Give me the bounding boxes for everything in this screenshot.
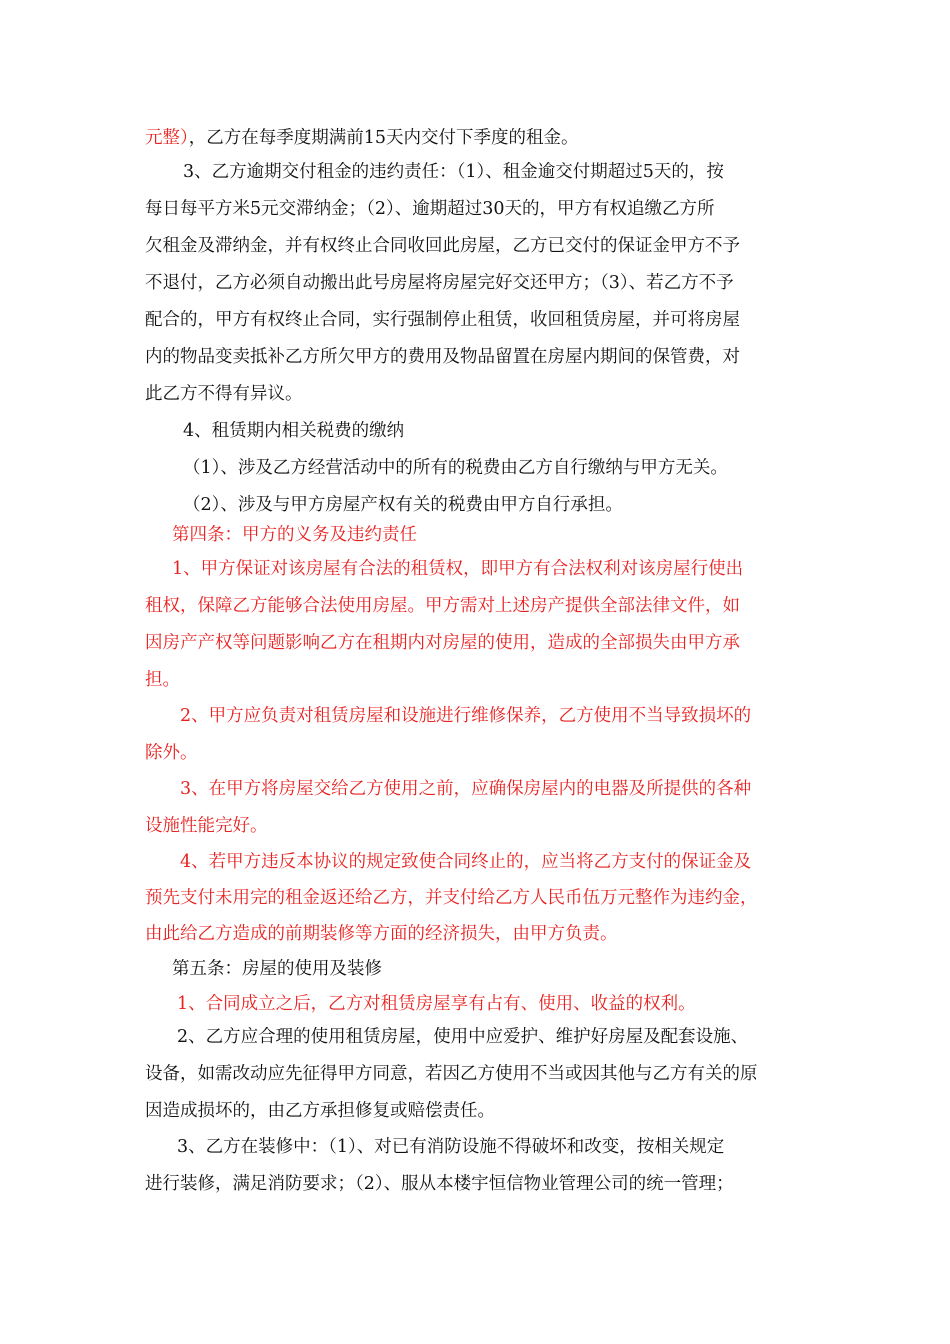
text-line <box>180 704 751 728</box>
text-segment: 第四条：甲方的义务及违约责任 <box>172 525 417 545</box>
text-line <box>145 382 303 406</box>
text-segment: 因房产产权等问题影响乙方在租期内对房屋的使用，造成的全部损失由甲方承 <box>145 633 740 653</box>
text-segment: 1、甲方保证对该房屋有合法的租赁权，即甲方有合法权利对该房屋行使出 <box>172 559 744 579</box>
text-line <box>145 886 758 910</box>
text-segment: 担。 <box>145 670 180 690</box>
text-segment: 欠租金及滞纳金，并有权终止合同收回此房屋，乙方已交付的保证金甲方不予 <box>145 236 740 256</box>
text-line <box>145 234 740 258</box>
text-segment: （1）、涉及乙方经营活动中的所有的税费由乙方自行缴纳与甲方无关。 <box>183 458 728 478</box>
text-line <box>145 126 579 150</box>
text-segment: 设备，如需改动应先征得甲方同意，若因乙方使用不当或因其他与乙方有关的原 <box>145 1064 758 1084</box>
text-segment: 此乙方不得有异议。 <box>145 384 303 404</box>
text-segment: 因造成损坏的，由乙方承担修复或赔偿责任。 <box>145 1101 495 1121</box>
text-line <box>183 419 404 443</box>
text-segment: 除外。 <box>145 743 198 763</box>
text-segment: （2）、涉及与甲方房屋产权有关的税费由甲方自行承担。 <box>183 495 623 515</box>
text-line <box>145 814 268 838</box>
text-segment: 4、租赁期内相关税费的缴纳 <box>183 421 405 441</box>
text-line <box>177 992 696 1016</box>
text-line <box>145 1062 758 1086</box>
text-segment: 3、乙方逾期交付租金的违约责任：（1）、租金逾交付期超过5天的，按 <box>183 162 724 182</box>
text-segment: 3、在甲方将房屋交给乙方使用之前，应确保房屋内的电器及所提供的各种 <box>180 779 752 799</box>
text-line <box>145 741 198 765</box>
text-segment: 租权，保障乙方能够合法使用房屋。甲方需对上述房产提供全部法律文件，如 <box>145 596 740 616</box>
text-line <box>180 777 751 801</box>
text-segment: 配合的，甲方有权终止合同，实行强制停止租赁，收回租赁房屋，并可将房屋 <box>145 310 740 330</box>
text-line <box>145 1172 734 1196</box>
text-line <box>180 850 751 874</box>
text-segment: 不退付，乙方必须自动搬出此号房屋将房屋完好交还甲方；（3）、若乙方不予 <box>145 273 734 293</box>
text-segment: 预先支付未用完的租金返还给乙方，并支付给乙方人民币伍万元整作为违约金， <box>145 888 758 908</box>
text-line <box>183 456 728 480</box>
text-line <box>145 197 715 221</box>
text-segment: 2、乙方应合理的使用租赁房屋，使用中应爱护、维护好房屋及配套设施、 <box>177 1027 749 1047</box>
text-line <box>145 308 740 332</box>
text-segment: 元整） <box>145 128 189 148</box>
text-segment: 由此给乙方造成的前期装修等方面的经济损失，由甲方负责。 <box>145 924 618 944</box>
text-segment: 1、合同成立之后，乙方对租赁房屋享有占有、使用、收益的权利。 <box>177 994 696 1014</box>
text-line <box>172 957 382 981</box>
text-segment: 每日每平方米5元交滞纳金；（2）、逾期超过30天的，甲方有权追缴乙方所 <box>145 199 715 219</box>
text-line <box>145 271 734 295</box>
text-segment: 设施性能完好。 <box>145 816 268 836</box>
text-segment: 第五条：房屋的使用及装修 <box>172 959 382 979</box>
text-line <box>177 1025 748 1049</box>
text-line <box>183 160 724 184</box>
text-line <box>145 922 618 946</box>
text-segment: 进行装修，满足消防要求；（2）、服从本楼宇恒信物业管理公司的统一管理； <box>145 1174 734 1194</box>
text-line <box>145 631 740 655</box>
text-segment: 3、乙方在装修中：（1）、对已有消防设施不得破坏和改变，按相关规定 <box>177 1137 725 1157</box>
text-segment: ，乙方在每季度期满前15天内交付下季度的租金。 <box>188 128 579 148</box>
text-line <box>177 1135 724 1159</box>
text-line <box>145 668 180 692</box>
text-line <box>172 557 743 581</box>
text-line <box>183 493 623 517</box>
text-line <box>145 1099 495 1123</box>
text-segment: 2、甲方应负责对租赁房屋和设施进行维修保养，乙方使用不当导致损坏的 <box>180 706 752 726</box>
text-line <box>145 345 740 369</box>
text-segment: 内的物品变卖抵补乙方所欠甲方的费用及物品留置在房屋内期间的保管费，对 <box>145 347 740 367</box>
text-line <box>172 523 417 547</box>
text-line <box>145 594 740 618</box>
text-segment: 4、若甲方违反本协议的规定致使合同终止的，应当将乙方支付的保证金及 <box>180 852 752 872</box>
